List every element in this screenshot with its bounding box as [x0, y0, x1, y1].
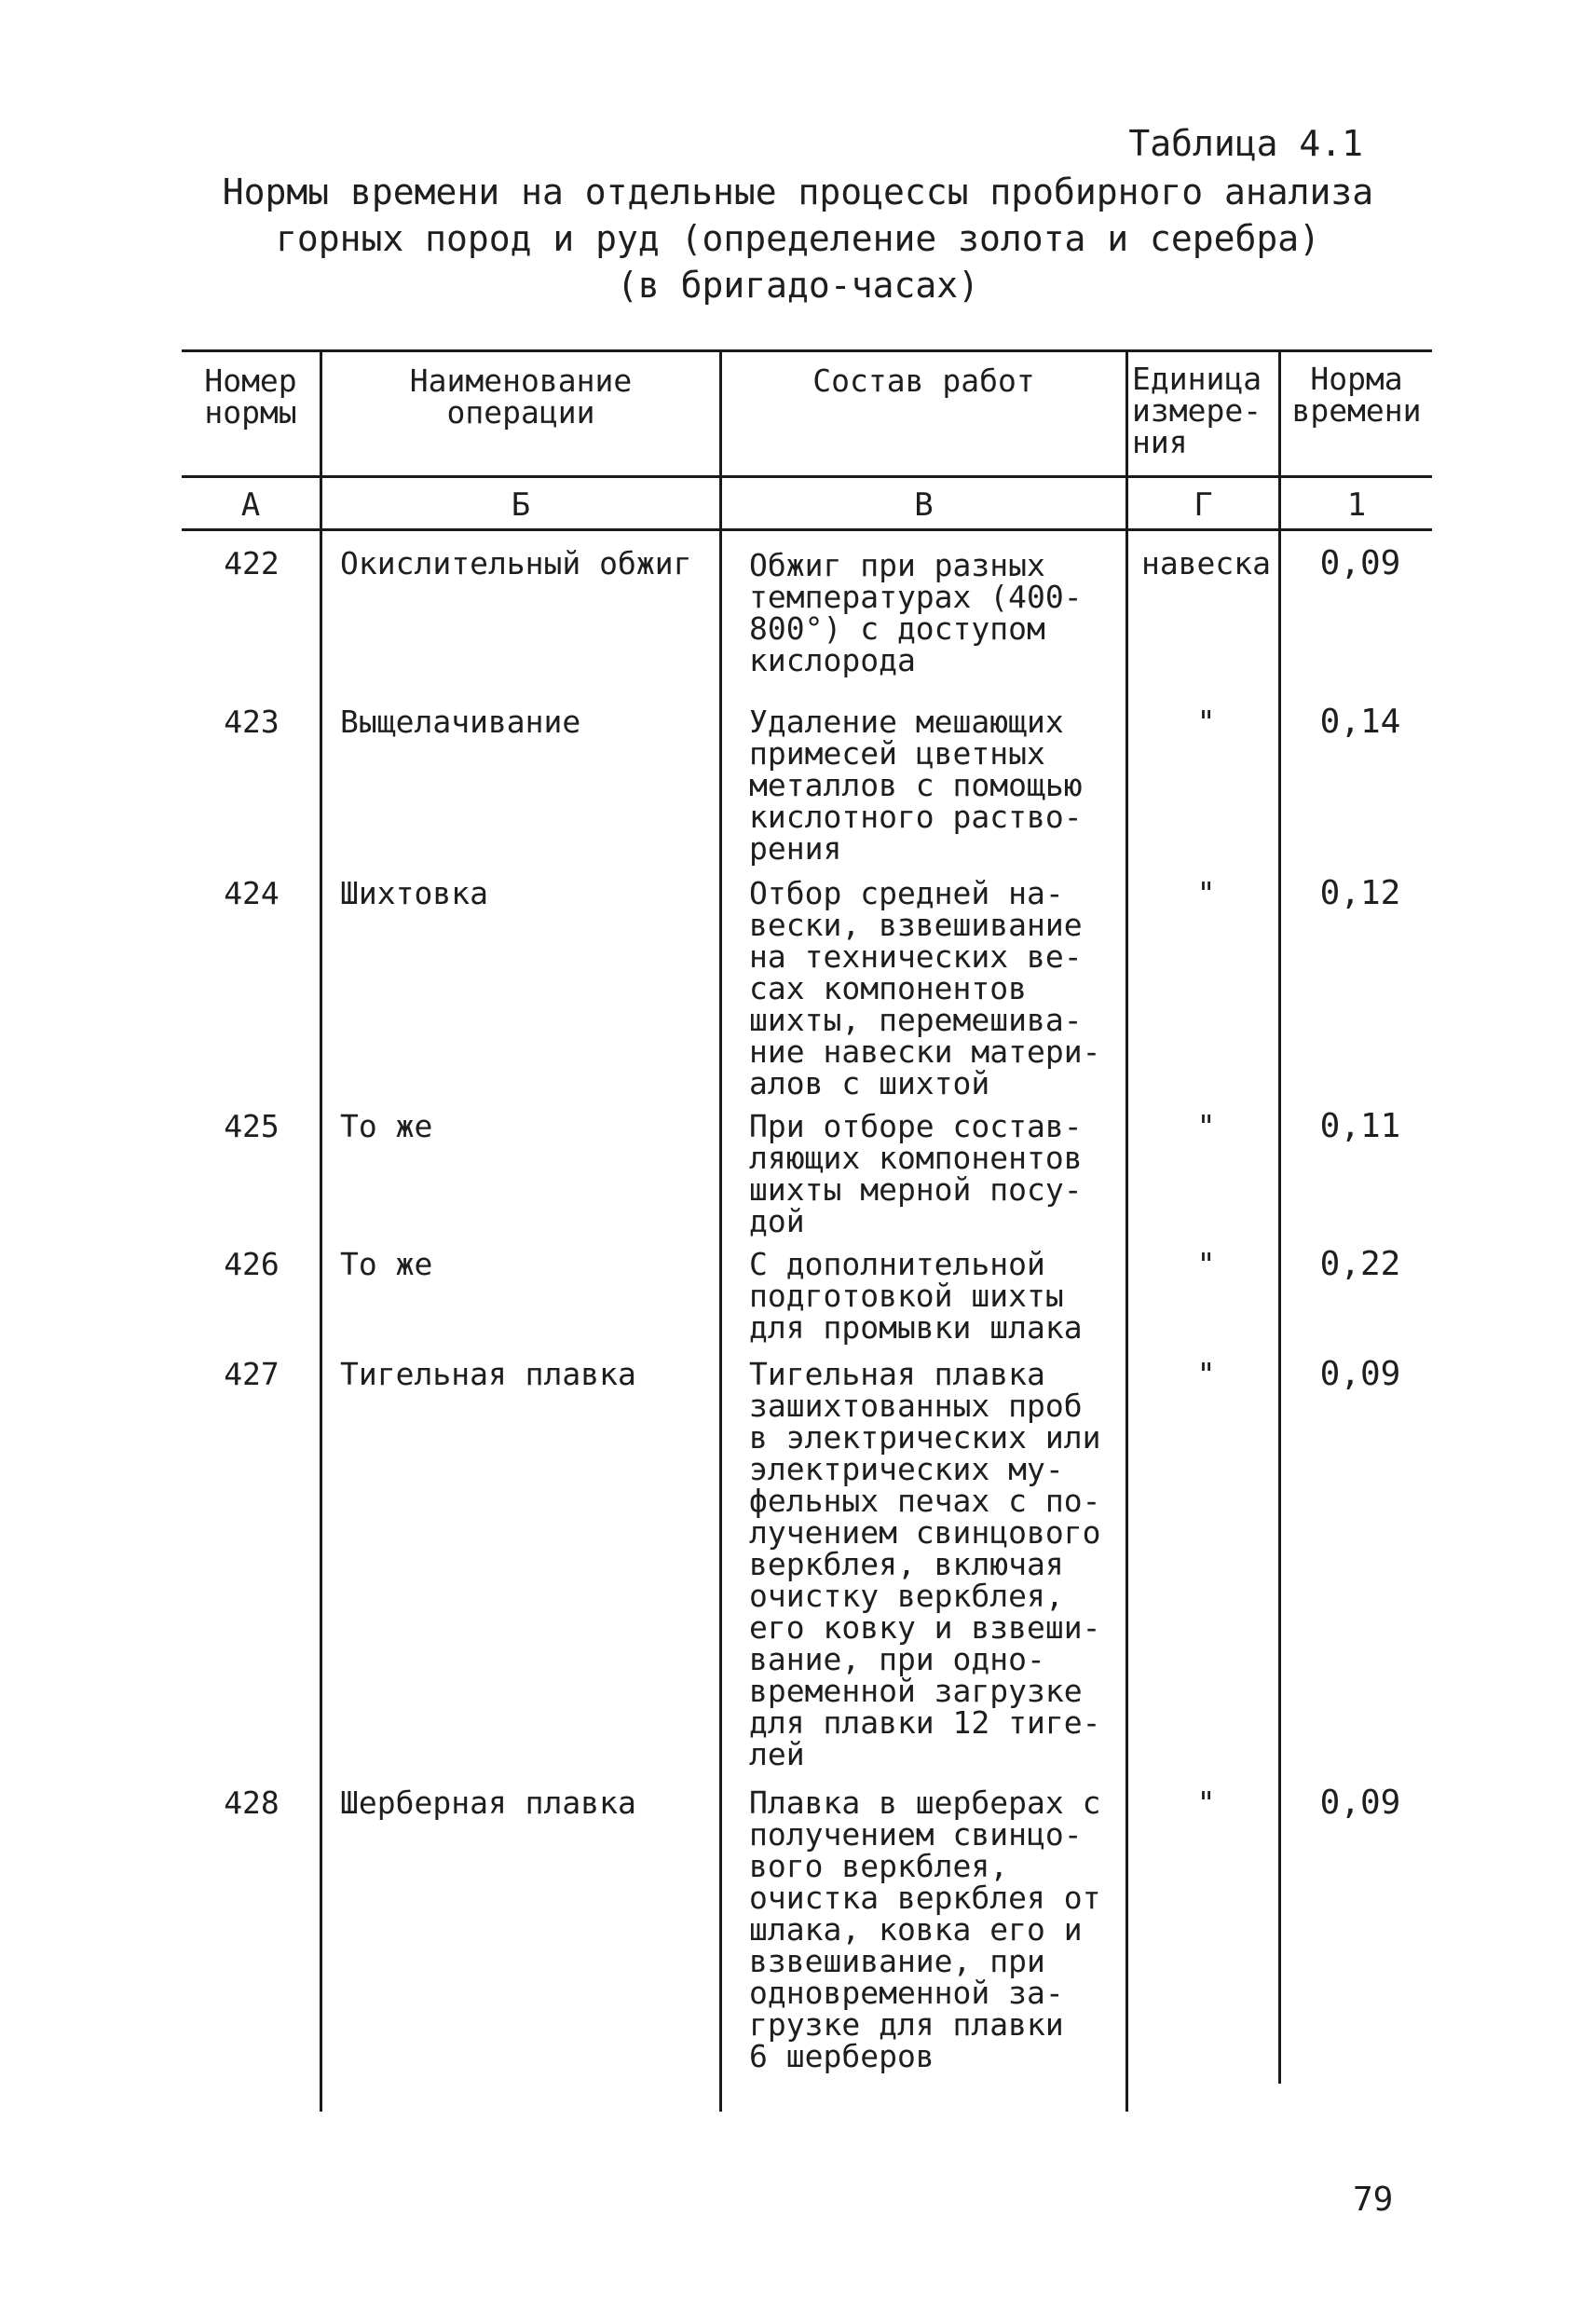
column-letter-g: Г: [1194, 486, 1213, 524]
row-unit: ": [1196, 1108, 1216, 1144]
table-title-line-2: горных пород и руд (определение золота и серебра): [275, 218, 1321, 259]
row-norm: 0,22: [1319, 1245, 1401, 1283]
row-operation: То же: [340, 1108, 433, 1144]
row-norm: 0,12: [1319, 874, 1401, 912]
row-operation: Шерберная плавка: [340, 1785, 636, 1821]
row-number: 425: [224, 1108, 280, 1144]
row-operation: То же: [340, 1246, 433, 1282]
header-unit: Единица измере- ния: [1132, 361, 1262, 460]
row-unit: ": [1196, 704, 1216, 740]
letters-bottom-rule: [182, 528, 1432, 531]
row-unit: ": [1196, 1246, 1216, 1282]
page-number: 79: [1353, 2181, 1394, 2219]
column-letter-b: Б: [511, 486, 531, 524]
header-work: Состав работ: [812, 362, 1035, 399]
row-unit: навеска: [1140, 545, 1272, 581]
column-letter-v: В: [914, 486, 934, 524]
row-norm: 0,11: [1319, 1107, 1401, 1145]
row-work: С дополнительной подготовкой шихты для промывки шлака: [749, 1246, 1083, 1346]
row-number: 423: [224, 704, 280, 740]
row-work: Плавка в шерберах с получением свинцо- вого веркблея, очистка веркблея от шлака, ковка его и взвешивание, при одновременной за- грузке для плавки 6 шерберов: [749, 1785, 1101, 2074]
header-norm: Норма времени: [1291, 361, 1422, 429]
header-bottom-rule: [182, 475, 1432, 478]
row-unit: ": [1196, 1356, 1216, 1392]
header-number: Номер нормы: [204, 362, 297, 431]
row-unit: ": [1196, 1785, 1216, 1821]
row-number: 428: [224, 1785, 280, 1821]
row-work: При отборе состав- ляющих компонентов шихты мерной посу- дой: [749, 1108, 1083, 1239]
column-divider-1: [320, 350, 322, 2112]
column-divider-4: [1278, 350, 1281, 2084]
row-number: 426: [224, 1246, 280, 1282]
row-work: Отбор средней на- вески, взвешивание на технических ве- сах компонентов шихты, перемешива- ние навески матери- алов с шихтой: [749, 875, 1101, 1101]
table-label: Таблица 4.1: [1128, 123, 1363, 164]
column-letter-a: А: [240, 486, 261, 524]
row-work: Тигельная плавка зашихтованных проб в электрических или электрических му- фельных печах с по- лучением свинцового веркблея, включая очистку веркблея, его ковку и взвеши- вание, при одно- временной загрузке для плавки 12 тиге- лей: [749, 1356, 1101, 1772]
row-operation: Тигельная плавка: [340, 1356, 636, 1392]
row-operation: Выщелачивание: [340, 704, 581, 740]
row-unit: ": [1196, 875, 1216, 911]
row-number: 427: [224, 1356, 280, 1392]
column-letter-1: 1: [1346, 486, 1367, 524]
row-operation: Шихтовка: [340, 875, 488, 911]
row-norm: 0,09: [1319, 1784, 1401, 1822]
row-norm: 0,09: [1319, 544, 1401, 582]
row-norm: 0,09: [1319, 1355, 1401, 1393]
table-title-line-3: (в бригадо-часах): [617, 265, 979, 306]
table-top-rule: [182, 349, 1432, 352]
row-number: 422: [224, 545, 280, 581]
row-work: Обжиг при разных температурах (400- 800°) с доступом кислорода: [749, 547, 1083, 678]
row-number: 424: [224, 875, 280, 911]
table-title-line-1: Нормы времени на отдельные процессы пробирного анализа: [222, 171, 1374, 212]
header-operation: Наименование операции: [409, 362, 633, 431]
column-divider-2: [719, 350, 722, 2112]
row-operation: Окислительный обжиг: [340, 545, 692, 581]
row-work: Удаление мешающих примесей цветных металлов с помощью кислотного раство- рения: [749, 704, 1083, 867]
row-norm: 0,14: [1319, 703, 1401, 741]
